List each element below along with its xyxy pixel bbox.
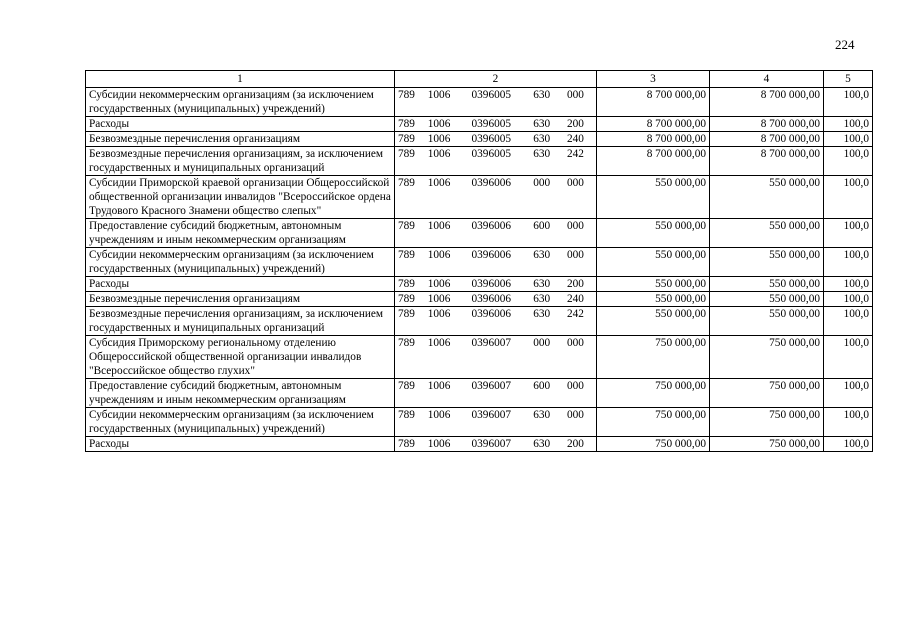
code-section: 1006 [427,220,451,232]
code-group [398,88,593,102]
table-row [86,176,873,219]
code-kosgu: 240 [567,133,584,145]
code-expense-type: 600 [533,220,551,232]
code-group [398,147,593,161]
table-row [86,132,873,147]
code-admin: 789 [398,177,415,189]
code-target: 0396005 [471,133,512,145]
code-admin: 789 [398,133,415,145]
row-name: Субсидии Приморской краевой организации Общероссийской общественной организации инвалидов "Всероссийское ордена Трудового Красного Знамени общество слепых" [86,176,395,219]
row-col3: 550 000,00 [597,248,710,277]
code-group [398,336,593,350]
row-codes [395,277,597,292]
code-kosgu: 000 [567,409,584,421]
row-name: Расходы [86,277,395,292]
code-expense-type: 600 [533,380,551,392]
row-codes [395,336,597,379]
code-kosgu: 000 [567,220,584,232]
header-col-4: 4 [710,71,824,88]
row-name: Предоставление субсидий бюджетным, автономным учреждениям и иным некоммерческим организациям [86,219,395,248]
header-row [86,71,873,88]
row-col4: 550 000,00 [710,277,824,292]
table-row [86,277,873,292]
row-codes [395,132,597,147]
code-target: 0396006 [471,308,512,320]
row-col3: 550 000,00 [597,219,710,248]
header-col-3: 3 [597,71,710,88]
row-codes [395,219,597,248]
code-group [398,379,593,393]
code-admin: 789 [398,293,415,305]
code-group [398,219,593,233]
row-col5: 100,0 [824,147,873,176]
row-col5: 100,0 [824,292,873,307]
code-kosgu: 000 [567,177,584,189]
row-col4: 8 700 000,00 [710,132,824,147]
code-kosgu: 242 [567,308,584,320]
row-col5: 100,0 [824,336,873,379]
code-target: 0396005 [471,148,512,160]
code-expense-type: 630 [533,278,551,290]
row-name: Расходы [86,117,395,132]
code-target: 0396005 [471,118,512,130]
code-admin: 789 [398,278,415,290]
code-admin: 789 [398,220,415,232]
row-col5: 100,0 [824,117,873,132]
code-target: 0396006 [471,177,512,189]
code-admin: 789 [398,380,415,392]
code-section: 1006 [427,293,451,305]
table-header [86,71,873,88]
row-col4: 8 700 000,00 [710,147,824,176]
row-col4: 550 000,00 [710,307,824,336]
row-col5: 100,0 [824,132,873,147]
header-col-1: 1 [86,71,395,88]
row-col5: 100,0 [824,176,873,219]
row-codes [395,176,597,219]
code-section: 1006 [427,409,451,421]
row-col4: 8 700 000,00 [710,117,824,132]
table-row [86,219,873,248]
row-col3: 550 000,00 [597,277,710,292]
code-admin: 789 [398,337,415,349]
code-expense-type: 630 [533,133,551,145]
row-col4: 750 000,00 [710,437,824,452]
row-codes [395,88,597,117]
code-target: 0396007 [471,438,512,450]
code-section: 1006 [427,177,451,189]
code-admin: 789 [398,409,415,421]
code-admin: 789 [398,148,415,160]
code-group [398,307,593,321]
code-group [398,132,593,146]
row-col4: 8 700 000,00 [710,88,824,117]
table-row [86,437,873,452]
code-target: 0396007 [471,380,512,392]
code-section: 1006 [427,438,451,450]
code-kosgu: 000 [567,89,584,101]
row-name: Безвозмездные перечисления организациям, за исключением государственных и муниципальных организаций [86,307,395,336]
row-codes [395,248,597,277]
code-section: 1006 [427,337,451,349]
code-kosgu: 000 [567,380,584,392]
code-expense-type: 000 [533,177,551,189]
code-group [398,248,593,262]
row-name: Субсидии некоммерческим организациям (за исключением государственных (муниципальных) учреждений) [86,88,395,117]
row-col3: 750 000,00 [597,437,710,452]
code-group [398,176,593,190]
code-target: 0396006 [471,278,512,290]
table-body [86,88,873,452]
code-target: 0396006 [471,220,512,232]
code-target: 0396007 [471,337,512,349]
code-section: 1006 [427,133,451,145]
row-name: Безвозмездные перечисления организациям [86,292,395,307]
budget-table [85,70,873,452]
code-section: 1006 [427,89,451,101]
row-col4: 550 000,00 [710,292,824,307]
row-col5: 100,0 [824,437,873,452]
row-col3: 8 700 000,00 [597,117,710,132]
row-codes [395,147,597,176]
code-expense-type: 630 [533,118,551,130]
row-col3: 750 000,00 [597,408,710,437]
code-group [398,117,593,131]
code-section: 1006 [427,118,451,130]
row-col3: 8 700 000,00 [597,147,710,176]
row-codes [395,408,597,437]
code-kosgu: 240 [567,293,584,305]
table-row [86,117,873,132]
code-group [398,277,593,291]
code-admin: 789 [398,89,415,101]
code-expense-type: 630 [533,89,551,101]
code-expense-type: 630 [533,409,551,421]
code-admin: 789 [398,438,415,450]
code-kosgu: 000 [567,337,584,349]
row-codes [395,292,597,307]
row-col4: 550 000,00 [710,248,824,277]
code-target: 0396006 [471,249,512,261]
row-col4: 750 000,00 [710,336,824,379]
row-col3: 550 000,00 [597,307,710,336]
page-number: 224 [835,37,855,52]
code-expense-type: 630 [533,148,551,160]
row-col3: 8 700 000,00 [597,132,710,147]
row-codes [395,437,597,452]
row-col4: 750 000,00 [710,408,824,437]
row-col3: 550 000,00 [597,292,710,307]
header-col-2: 2 [395,71,597,88]
table-row [86,379,873,408]
table-row [86,147,873,176]
row-name: Субсидии некоммерческим организациям (за исключением государственных (муниципальных) учреждений) [86,408,395,437]
code-section: 1006 [427,148,451,160]
row-col3: 750 000,00 [597,336,710,379]
code-group [398,292,593,306]
row-col4: 550 000,00 [710,176,824,219]
row-name: Субсидия Приморскому региональному отделению Общероссийской общественной организации инвалидов "Всероссийское общество глухих" [86,336,395,379]
code-admin: 789 [398,118,415,130]
row-col5: 100,0 [824,88,873,117]
code-admin: 789 [398,308,415,320]
table-row [86,248,873,277]
code-section: 1006 [427,249,451,261]
row-name: Безвозмездные перечисления организациям, за исключением государственных и муниципальных организаций [86,147,395,176]
row-name: Субсидии некоммерческим организациям (за исключением государственных (муниципальных) учреждений) [86,248,395,277]
code-kosgu: 000 [567,249,584,261]
code-kosgu: 200 [567,118,584,130]
row-col5: 100,0 [824,219,873,248]
code-expense-type: 630 [533,308,551,320]
row-name: Расходы [86,437,395,452]
row-col5: 100,0 [824,248,873,277]
row-col4: 750 000,00 [710,379,824,408]
row-codes [395,117,597,132]
row-name: Безвозмездные перечисления организациям [86,132,395,147]
code-expense-type: 000 [533,337,551,349]
row-col5: 100,0 [824,307,873,336]
row-col3: 8 700 000,00 [597,88,710,117]
code-section: 1006 [427,278,451,290]
table-row [86,336,873,379]
code-group [398,408,593,422]
row-codes [395,307,597,336]
code-section: 1006 [427,308,451,320]
row-name: Предоставление субсидий бюджетным, автономным учреждениям и иным некоммерческим организациям [86,379,395,408]
code-expense-type: 630 [533,293,551,305]
code-expense-type: 630 [533,249,551,261]
code-kosgu: 200 [567,278,584,290]
row-col3: 750 000,00 [597,379,710,408]
row-col5: 100,0 [824,277,873,292]
row-col4: 550 000,00 [710,219,824,248]
table-row [86,88,873,117]
code-group [398,437,593,451]
row-codes [395,379,597,408]
table-row [86,307,873,336]
code-kosgu: 242 [567,148,584,160]
row-col3: 550 000,00 [597,176,710,219]
row-col5: 100,0 [824,379,873,408]
code-target: 0396007 [471,409,512,421]
code-target: 0396006 [471,293,512,305]
code-target: 0396005 [471,89,512,101]
table-row [86,292,873,307]
code-section: 1006 [427,380,451,392]
row-col5: 100,0 [824,408,873,437]
code-kosgu: 200 [567,438,584,450]
code-expense-type: 630 [533,438,551,450]
table-row [86,408,873,437]
code-admin: 789 [398,249,415,261]
header-col-5: 5 [824,71,873,88]
